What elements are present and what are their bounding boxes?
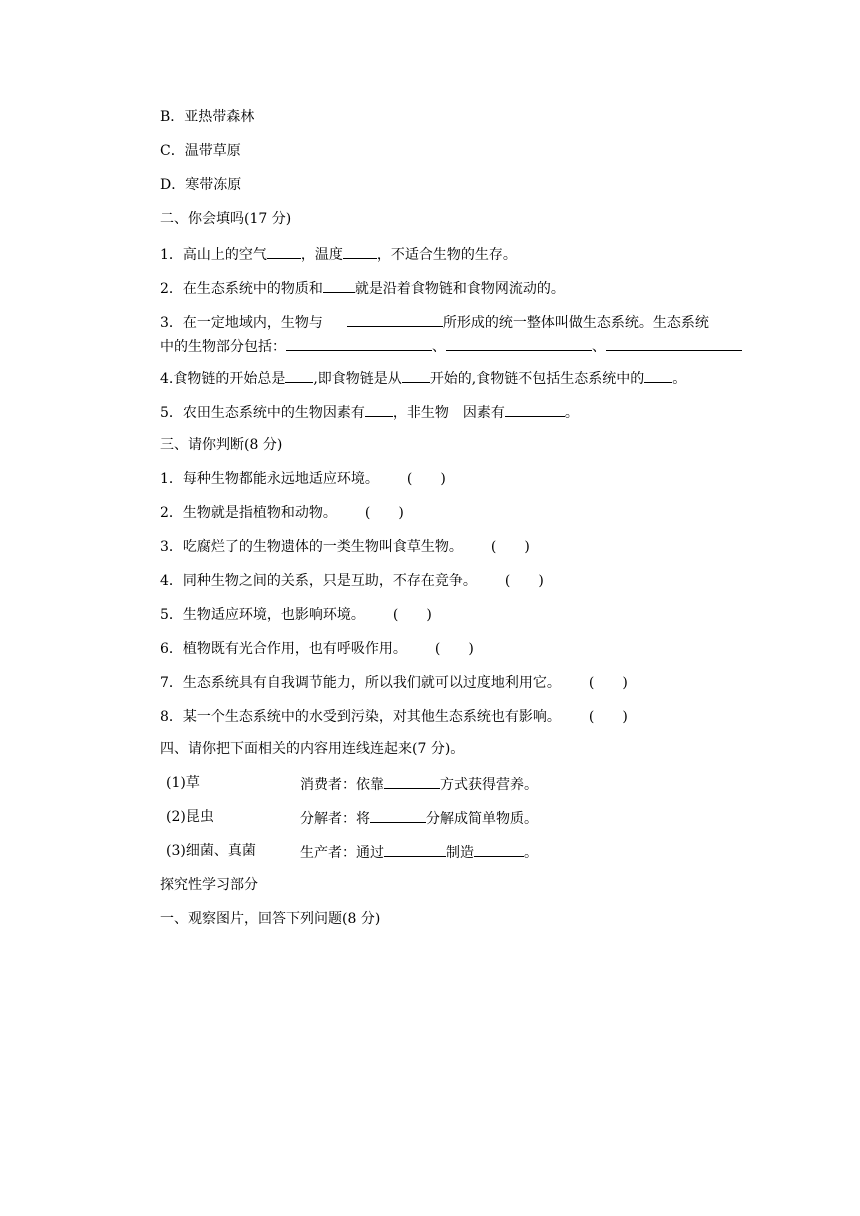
answer-blank[interactable] — [347, 312, 443, 327]
fill-question-5 — [160, 402, 579, 422]
answer-blank[interactable] — [343, 244, 377, 259]
consumer-text-b: 方式获得营养。 — [440, 777, 538, 793]
option-d: D．寒带冻原 — [160, 177, 242, 193]
section2-heading: 二、你会填吗(17 分) — [160, 211, 292, 227]
match-left-3[interactable]: (3)细菌、真菌 — [166, 843, 256, 859]
answer-paren[interactable]: ( ) — [406, 471, 446, 487]
inquiry-title: 探究性学习部分 — [160, 877, 258, 893]
judge-item — [160, 674, 628, 692]
q4-text-d: 。 — [672, 371, 687, 387]
match-left-2[interactable]: (2)昆虫 — [166, 809, 214, 825]
q4-text-a: 4.食物链的开始总是 — [160, 371, 286, 387]
answer-blank[interactable] — [402, 368, 430, 383]
judge-text: 5．生物适应环境，也影响环境。 — [160, 607, 365, 623]
q3-text-b: 所形成的统一整体叫做生态系统。生态系统 — [442, 315, 709, 331]
answer-blank[interactable] — [285, 368, 313, 383]
judge-text: 8．某一个生态系统中的水受到污染，对其他生态系统也有影响。 — [160, 709, 561, 725]
answer-paren[interactable]: ( ) — [490, 539, 530, 555]
q1-text-c: ，不适合生物的生存。 — [376, 247, 517, 263]
answer-blank[interactable] — [286, 336, 432, 351]
answer-blank[interactable] — [446, 336, 592, 351]
answer-blank[interactable] — [370, 808, 426, 823]
fill-question-3 — [160, 312, 709, 332]
judge-item — [160, 470, 446, 488]
option-b: B．亚热带森林 — [160, 109, 255, 125]
answer-blank[interactable] — [606, 336, 742, 351]
q4-text-c: 开始的,食物链不包括生态系统中的 — [429, 371, 645, 387]
q2-text-b: 就是沿着食物链和食物网流动的。 — [354, 281, 565, 297]
q5-text-b: ，非生物 — [392, 405, 449, 421]
judge-text: 7．生态系统具有自我调节能力，所以我们就可以过度地利用它。 — [160, 675, 561, 691]
q3-text-a: 3．在一定地域内，生物与 — [160, 315, 323, 331]
decomposer-text-a: 分解者：将 — [300, 811, 370, 827]
answer-paren[interactable]: ( ) — [588, 675, 628, 691]
answer-paren[interactable]: ( ) — [434, 641, 474, 657]
match-left-1[interactable]: (1)草 — [166, 775, 200, 791]
judge-text: 1．每种生物都能永远地适应环境。 — [160, 471, 379, 487]
separator: 、 — [592, 339, 606, 355]
fill-question-2 — [160, 278, 565, 298]
q3-line2: 中的生物部分包括： — [160, 339, 286, 355]
answer-paren[interactable]: ( ) — [364, 505, 404, 521]
judge-text: 2．生物就是指植物和动物。 — [160, 505, 337, 521]
match-right-1[interactable] — [300, 774, 538, 794]
producer-text-a: 生产者：通过 — [300, 845, 384, 861]
answer-paren[interactable]: ( ) — [504, 573, 544, 589]
answer-blank[interactable] — [505, 402, 565, 417]
judge-item — [160, 538, 530, 556]
judge-text: 6．植物既有光合作用，也有呼吸作用。 — [160, 641, 407, 657]
judge-item — [160, 640, 474, 658]
answer-paren[interactable]: ( ) — [588, 709, 628, 725]
separator: 、 — [432, 339, 446, 355]
answer-blank[interactable] — [323, 278, 355, 293]
fill-question-4 — [160, 368, 686, 388]
answer-blank[interactable] — [267, 244, 301, 259]
consumer-text-a: 消费者：依靠 — [300, 777, 384, 793]
producer-text-c: 。 — [524, 845, 538, 861]
judge-item — [160, 572, 544, 590]
q2-text-a: 2．在生态系统中的物质和 — [160, 281, 323, 297]
answer-blank[interactable] — [644, 368, 672, 383]
judge-item — [160, 504, 404, 522]
q5-text-a: 5．农田生态系统中的生物因素有 — [160, 405, 365, 421]
decomposer-text-b: 分解成简单物质。 — [426, 811, 538, 827]
q5-text-d: 。 — [564, 405, 579, 421]
judge-text: 3．吃腐烂了的生物遗体的一类生物叫食草生物。 — [160, 539, 463, 555]
answer-blank[interactable] — [384, 842, 446, 857]
answer-blank[interactable] — [384, 774, 440, 789]
match-right-2[interactable] — [300, 808, 538, 828]
q4-text-b: ,即食物链是从 — [313, 371, 402, 387]
producer-text-b: 制造 — [446, 845, 474, 861]
fill-question-1 — [160, 244, 517, 264]
judge-item — [160, 606, 432, 624]
answer-paren[interactable]: ( ) — [392, 607, 432, 623]
section4-heading: 四、请你把下面相关的内容用连线连起来(7 分)。 — [160, 741, 465, 757]
answer-blank[interactable] — [365, 402, 393, 417]
q1-text-a: 1．高山上的空气 — [160, 247, 267, 263]
judge-item — [160, 708, 628, 726]
section3-heading: 三、请你判断(8 分) — [160, 437, 283, 453]
match-right-3[interactable] — [300, 842, 538, 862]
q5-text-c: 因素有 — [462, 405, 505, 421]
q1-text-b: ，温度 — [300, 247, 343, 263]
inquiry-question-1: 一、观察图片，回答下列问题(8 分) — [160, 911, 381, 927]
answer-blank[interactable] — [474, 842, 524, 857]
option-c: C．温带草原 — [160, 143, 241, 159]
judge-text: 4．同种生物之间的关系，只是互助，不存在竞争。 — [160, 573, 477, 589]
fill-question-3-line2 — [160, 336, 742, 356]
